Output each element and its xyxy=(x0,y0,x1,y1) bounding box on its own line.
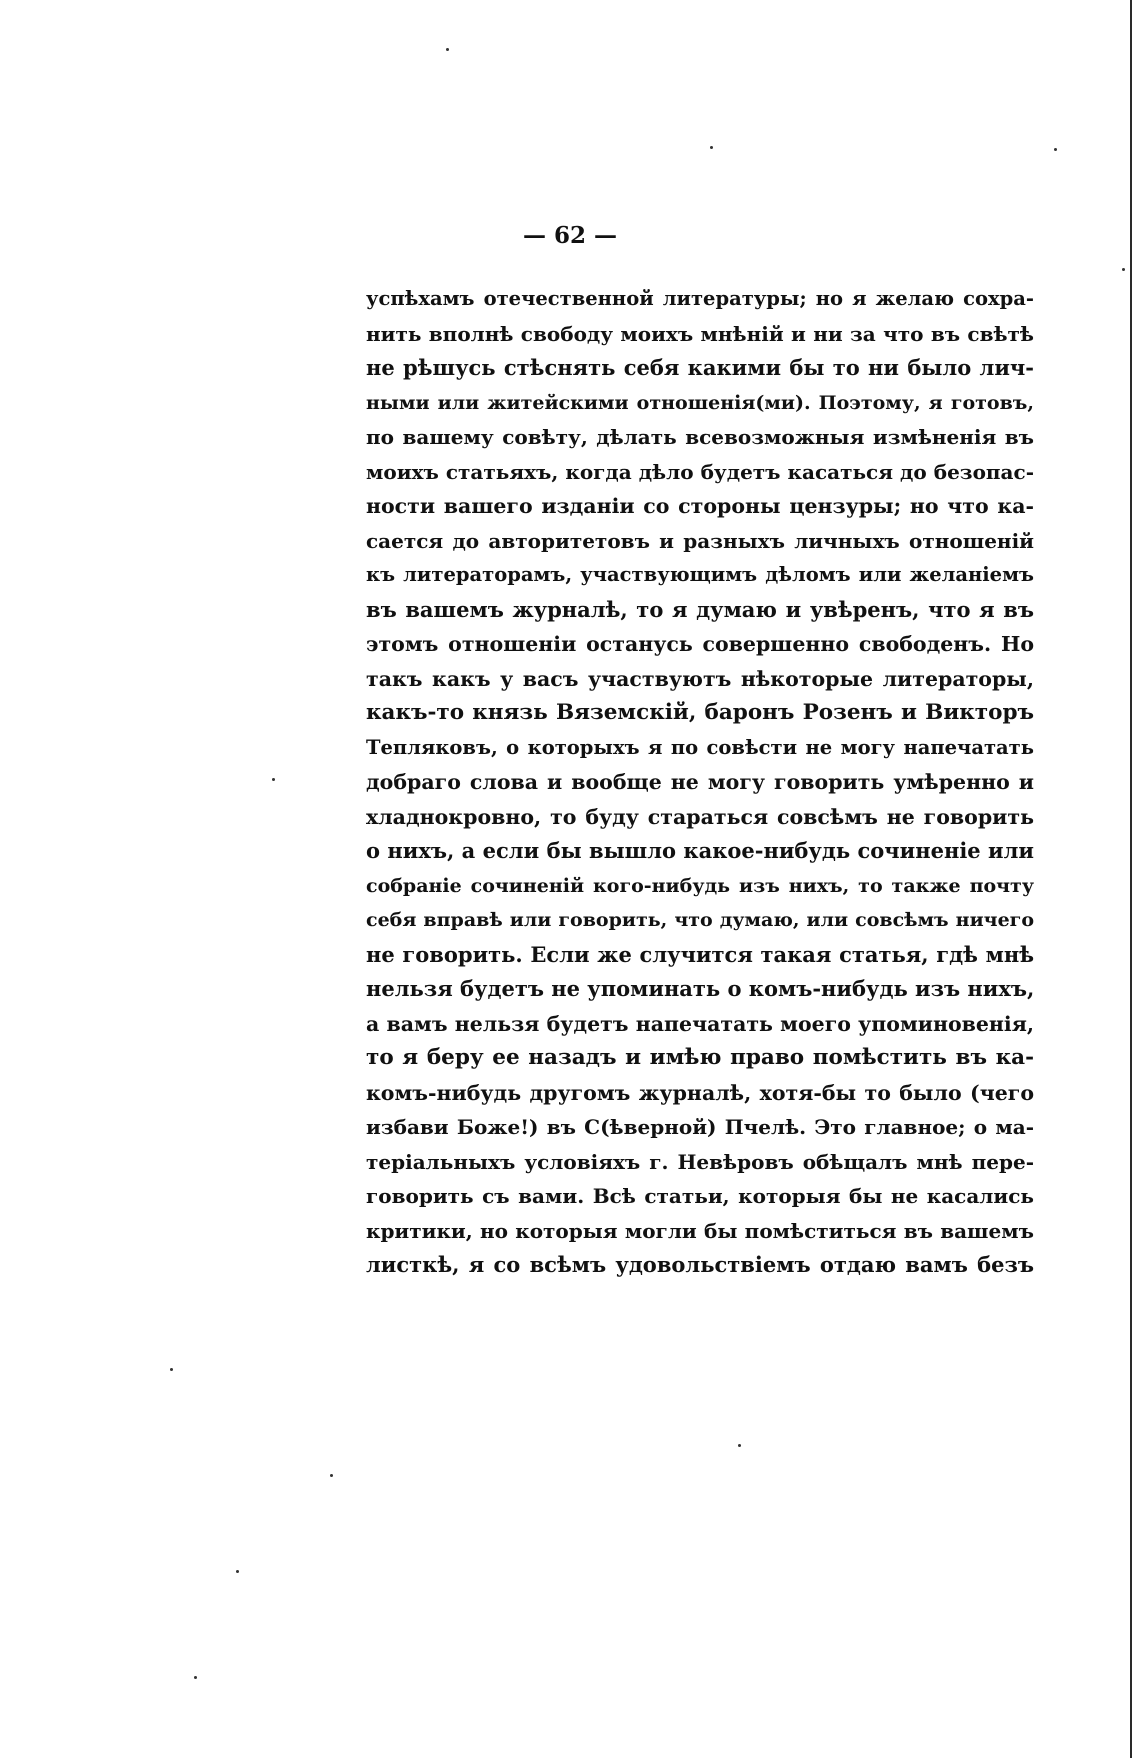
scan-speck xyxy=(236,1570,239,1573)
text-line: въ вашемъ журналѣ, то я думаю и увѣренъ, что я въ xyxy=(366,596,1034,622)
scan-speck xyxy=(1122,268,1125,271)
text-line: такъ какъ у васъ участвуютъ нѣкоторые литераторы, xyxy=(366,666,1034,691)
text-line: комъ-нибудь другомъ журналѣ, хотя-бы то было (чего xyxy=(366,1080,1034,1105)
scan-speck xyxy=(710,146,713,149)
text-line: Тепляковъ, о которыхъ я по совѣсти не могу напечатать xyxy=(366,735,1034,759)
scan-edge-line xyxy=(1130,0,1132,1758)
text-line: теріальныхъ условіяхъ г. Невѣровъ обѣщалъ мнѣ пере- xyxy=(366,1149,1034,1174)
text-block xyxy=(366,282,1034,1283)
text-line: ными или житейскими отношенія(ми). Поэтому, я готовъ, xyxy=(366,391,1034,414)
text-line: избави Боже!) въ С(ѣверной) Пчелѣ. Это главное; о ма- xyxy=(366,1115,1034,1139)
text-line: а вамъ нельзя будетъ напечатать моего упоминовенія, xyxy=(366,1011,1034,1036)
scan-speck xyxy=(194,1676,197,1679)
text-line: къ литераторамъ, участвующимъ дѣломъ или желаніемъ xyxy=(366,563,1034,586)
scan-speck xyxy=(1054,148,1057,151)
text-line: нельзя будетъ не упоминать о комъ-нибудь изъ нихъ, xyxy=(366,976,1034,1001)
text-line: этомъ отношеніи останусь совершенно свободенъ. Но xyxy=(366,632,1034,656)
text-line: не рѣшусь стѣснять себя какими бы то ни было лич- xyxy=(366,355,1034,380)
text-line: хладнокровно, то буду стараться совсѣмъ не говорить xyxy=(366,804,1034,829)
scan-speck xyxy=(170,1368,173,1371)
text-line: добраго слова и вообще не могу говорить умѣренно и xyxy=(366,770,1034,794)
scan-speck xyxy=(330,1474,333,1477)
text-line: моихъ статьяхъ, когда дѣло будетъ касаться до безопас- xyxy=(366,459,1034,484)
scan-speck xyxy=(738,1444,741,1447)
page-number: — 62 — xyxy=(522,222,618,249)
text-line: успѣхамъ отечественной литературы; но я желаю сохра- xyxy=(366,287,1034,310)
text-line: листкѣ, я со всѣмъ удовольствіемъ отдаю вамъ безъ xyxy=(366,1252,1034,1277)
text-line: по вашему совѣту, дѣлать всевозможныя измѣненія въ xyxy=(366,425,1034,449)
text-line: говорить съ вами. Всѣ статьи, которыя бы не касались xyxy=(366,1184,1034,1208)
scan-speck xyxy=(272,778,275,781)
text-line: себя вправѣ или говорить, что думаю, или совсѣмъ ничего xyxy=(366,909,1034,931)
scan-speck xyxy=(446,48,449,51)
text-line: ности вашего изданіи со стороны цензуры; но что ка- xyxy=(366,494,1034,518)
text-line: собраніе сочиненій кого-нибудь изъ нихъ, то также почту xyxy=(366,874,1034,897)
text-line: нить вполнѣ свободу моихъ мнѣній и ни за что въ свѣтѣ xyxy=(366,321,1034,346)
text-line: критики, но которыя могли бы помѣститься въ вашемъ xyxy=(366,1218,1034,1243)
text-line: то я беру ее назадъ и имѣю право помѣстить въ ка- xyxy=(366,1045,1034,1070)
text-line: не говорить. Если же случится такая статья, гдѣ мнѣ xyxy=(366,941,1034,967)
text-line: о нихъ, а если бы вышло какое-нибудь сочиненіе или xyxy=(366,838,1034,863)
text-line: сается до авторитетовъ и разныхъ личныхъ отношеній xyxy=(366,528,1034,553)
text-line: какъ-то князь Вяземскій, баронъ Розенъ и Викторъ xyxy=(366,700,1034,725)
